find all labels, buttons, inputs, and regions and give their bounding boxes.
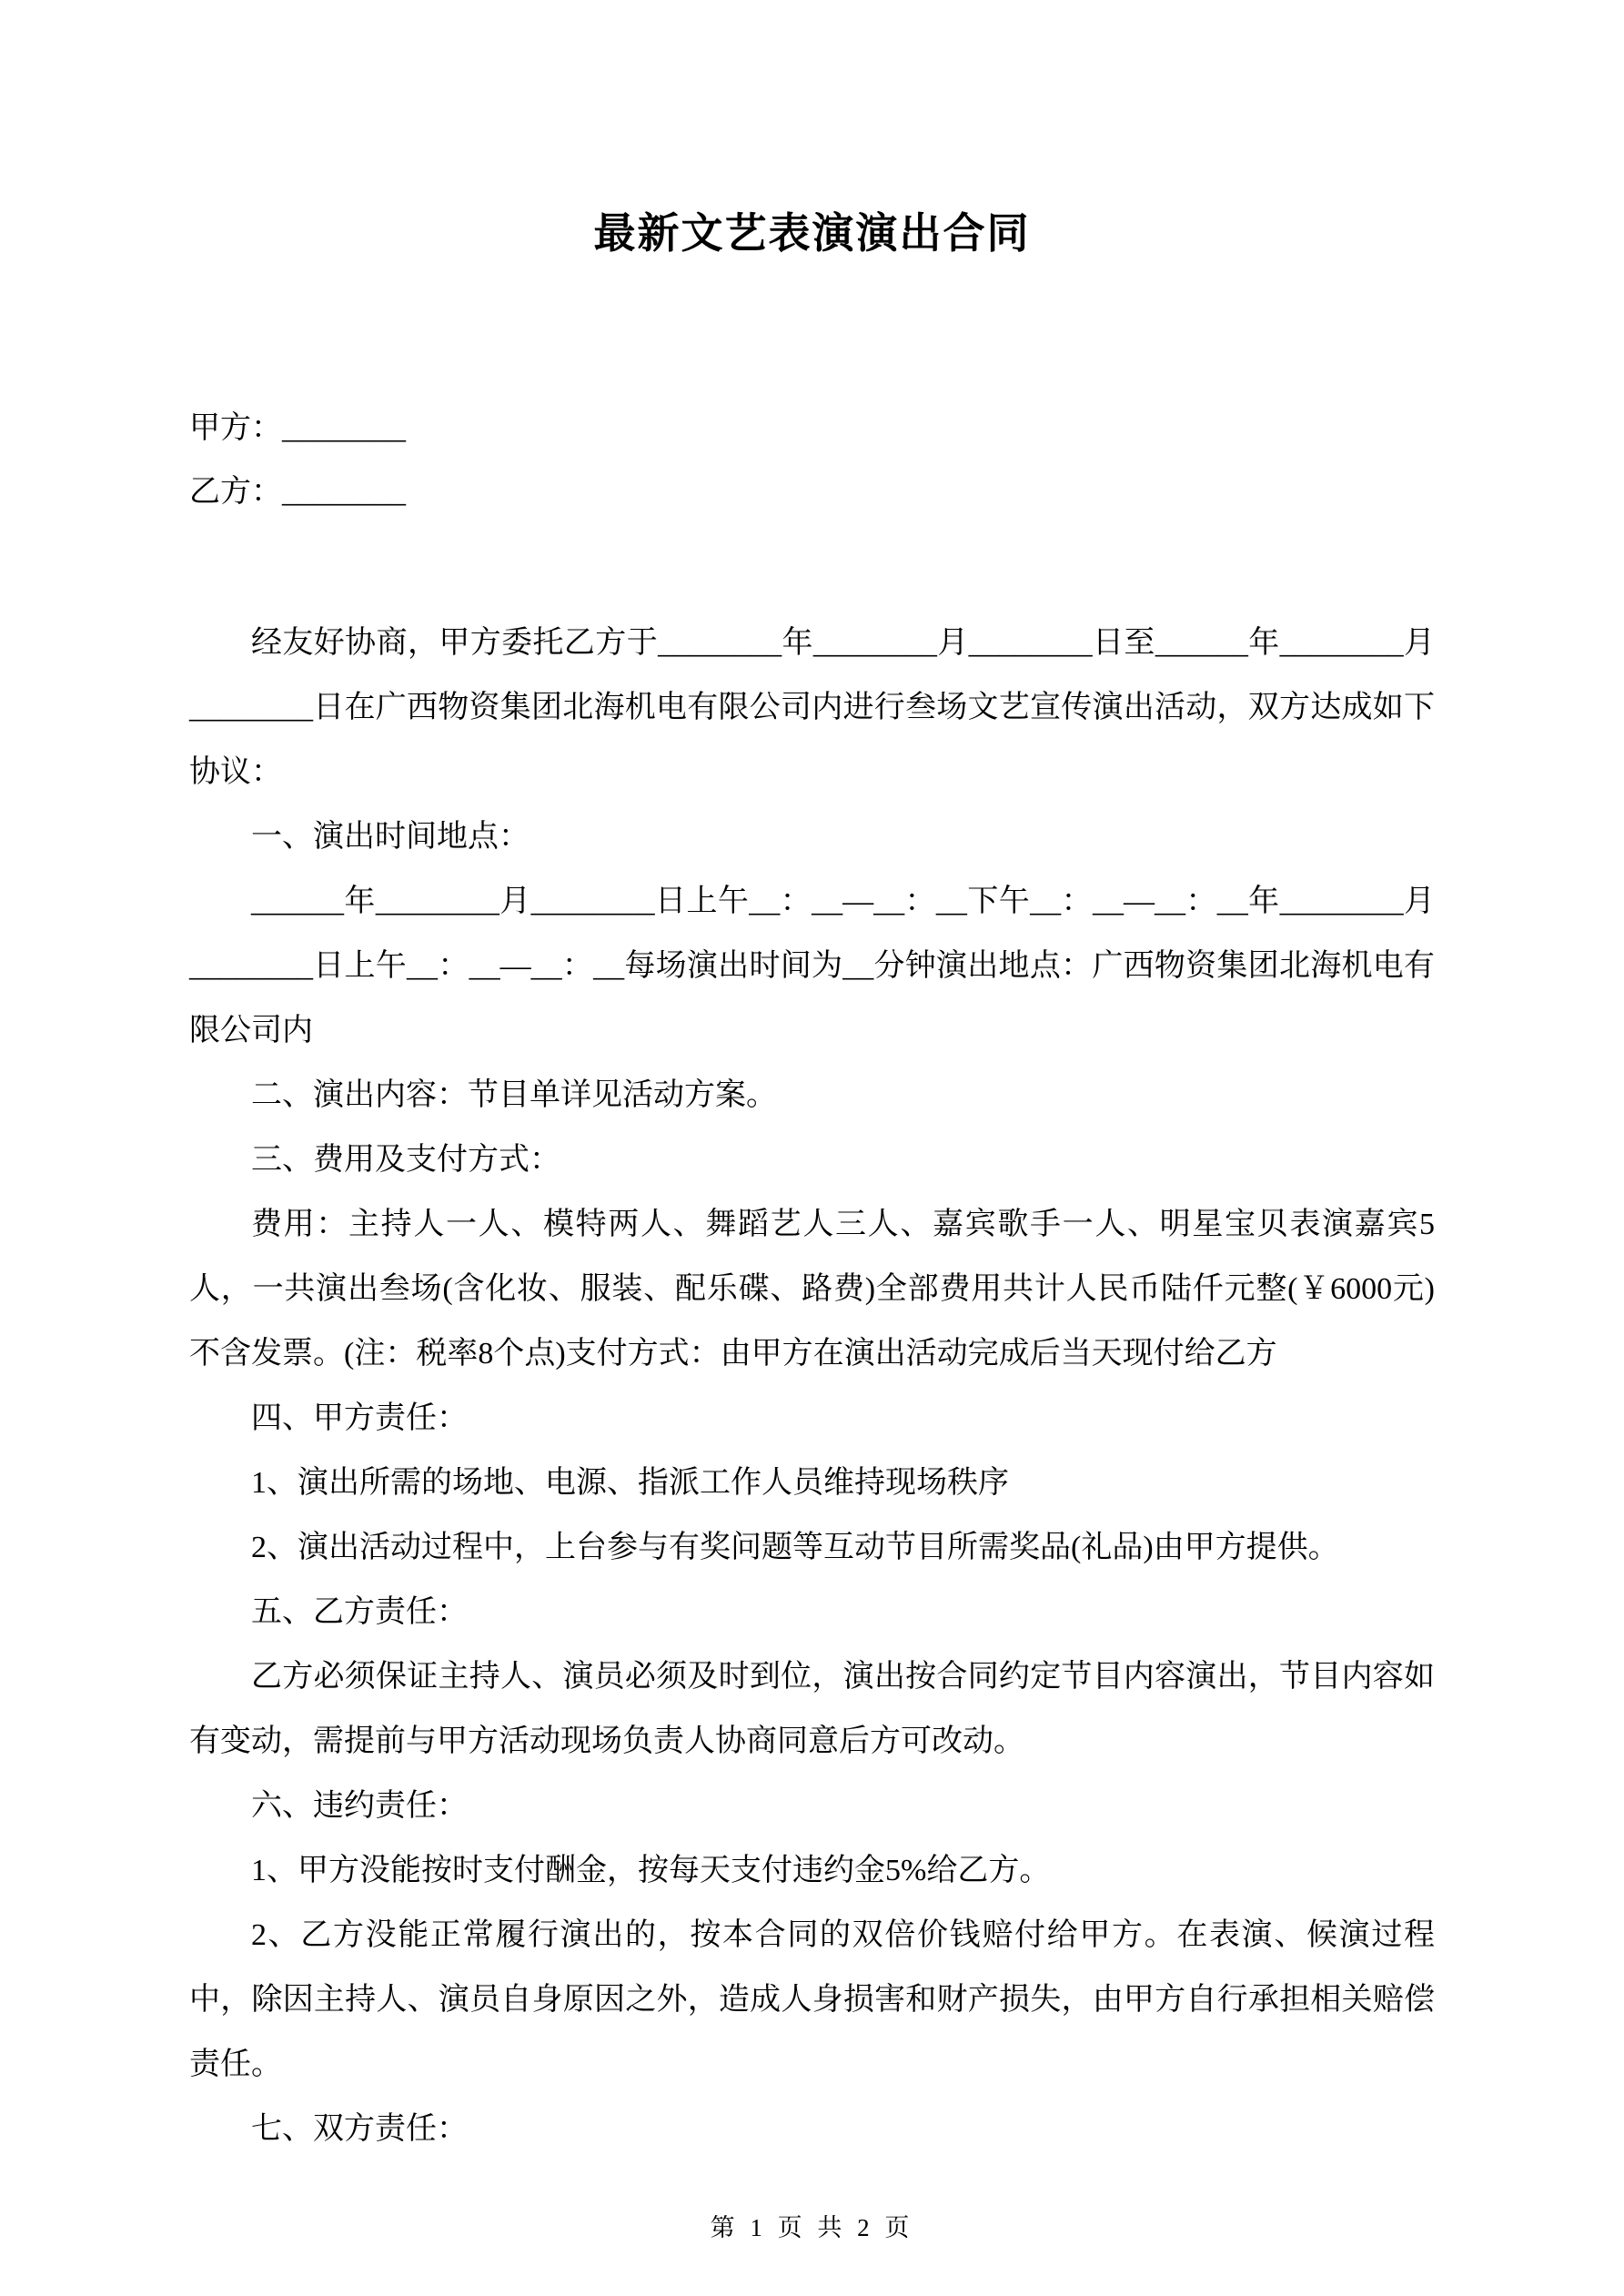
section-heading-4: 四、甲方责任：: [251, 1401, 468, 1435]
parties-section: [189, 397, 1435, 524]
section-heading-7: 七、双方责任：: [251, 2112, 468, 2146]
section-heading-6: 六、违约责任：: [251, 1789, 468, 1823]
section-heading-3: 三、费用及支付方式：: [251, 1143, 560, 1177]
document-title: 最新文艺表演演出合同: [593, 208, 1031, 258]
paragraph-time-place: ______年________月________日上午__：__—__：__下午__：__—__：__年________月________日上午__：__—__：__每场演出时间为__分钟演出地点：广西物资集团北海机电有限公司内: [189, 885, 1435, 1047]
paragraph-party-a-duty-1: 1、演出所需的场地、电源、指派工作人员维持现场秩序: [251, 1466, 1009, 1500]
paragraph-fees: 费用：主持人一人、模特两人、舞蹈艺人三人、嘉宾歌手一人、明星宝贝表演嘉宾5人，一共演出叁场(含化妆、服装、配乐碟、路费)全部费用共计人民币陆仟元整(￥6000元)不含发票。(注：税率8个点)支付方式：由甲方在演出活动完成后当天现付给乙方: [189, 1208, 1435, 1371]
contract-body: [189, 611, 1435, 2161]
paragraph-party-b-duty: 乙方必须保证主持人、演员必须及时到位，演出按合同约定节目内容演出，节目内容如有变动，需提前与甲方活动现场负责人协商同意后方可改动。: [189, 1660, 1435, 1758]
party-a-line: 甲方：________: [189, 411, 406, 445]
paragraph-breach-1: 1、甲方没能按时支付酬金，按每天支付违约金5%给乙方。: [251, 1854, 1051, 1887]
section-heading-5: 五、乙方责任：: [251, 1595, 468, 1629]
party-b-line: 乙方：________: [189, 475, 406, 509]
paragraph-party-a-duty-2: 2、演出活动过程中，上台参与有奖问题等互动节目所需奖品(礼品)由甲方提供。: [251, 1531, 1339, 1564]
paragraph-intro: 经友好协商，甲方委托乙方于________年________月________日至______年________月________日在广西物资集团北海机电有限公司内进行叁场文艺宣传演出活动，双方达成如下协议：: [189, 626, 1435, 789]
paragraph-breach-2: 2、乙方没能正常履行演出的，按本合同的双倍价钱赔付给甲方。在表演、候演过程中，除因主持人、演员自身原因之外，造成人身损害和财产损失，由甲方自行承担相关赔偿责任。: [189, 1918, 1435, 2081]
section-heading-2: 二、演出内容：节目单详见活动方案。: [251, 1078, 777, 1112]
page-number-footer: 第 1 页 共 2 页: [710, 2214, 914, 2241]
section-heading-1: 一、演出时间地点：: [251, 820, 530, 854]
